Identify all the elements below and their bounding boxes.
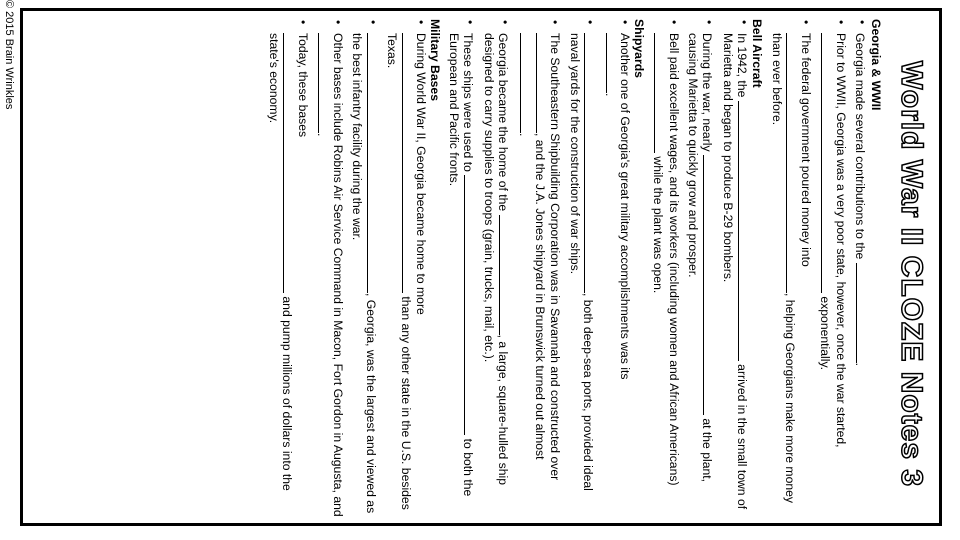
blank-line[interactable] — [464, 175, 476, 435]
blank-line[interactable] — [738, 101, 750, 361]
blank-line[interactable] — [402, 33, 414, 293]
list-item: • The Southeastern Shipbuilding Corporation was in Savannah and constructed over , and the J.A. Jones shipyard in Brunswick turned out almost . — [517, 33, 562, 519]
list-item: • Bell paid excellent wages, and its workers (including women and African Americans) while the plant was open. — [651, 33, 680, 519]
section-georgia — [770, 19, 883, 519]
blank-line[interactable] — [284, 33, 296, 293]
list-item: • Georgia made several contributions to the . — [853, 33, 869, 519]
section-heading: Military Bases — [428, 19, 442, 101]
blank-line[interactable] — [606, 33, 618, 93]
blank-line[interactable] — [857, 263, 869, 363]
list-item: • , Georgia, was the largest and viewed as the best infantry facility during the war. — [350, 33, 379, 519]
list-item: • During World War II, Georgia became home to more than any other state in the U.S. besides Texas. — [385, 33, 428, 519]
blank-line[interactable] — [703, 155, 715, 415]
blank-line[interactable] — [521, 33, 533, 133]
copyright-text: © 2015 Brain Wrinkles — [3, 0, 15, 110]
blank-line[interactable] — [499, 215, 511, 335]
section-heading: Bell Aircraft — [750, 19, 765, 88]
list-item: • Other bases include Robins Air Service Command in Macon, Fort Gordon in Augusta, and . — [315, 33, 344, 519]
section-heading: Shipyards — [632, 19, 646, 78]
blank-line[interactable] — [536, 33, 548, 133]
blank-line[interactable] — [655, 33, 667, 153]
blank-line[interactable] — [787, 33, 799, 293]
list-item: • These ships were used to to both the European and Pacific fronts. — [447, 33, 476, 519]
blank-line[interactable] — [319, 33, 331, 133]
worksheet-page — [23, 11, 940, 523]
blank-line[interactable] — [822, 33, 834, 293]
copyright-notice — [1, 0, 15, 540]
list-item: • In 1942, the arrived in the small town of Marietta and began to produce B-29 bombers. — [721, 33, 750, 519]
list-item: • During the war, nearly at the plant, causing Marietta to quickly grow and prosper. — [686, 33, 715, 519]
blank-line[interactable] — [367, 33, 379, 293]
list-item: • , both deep-sea ports, provided ideal naval yards for the construction of war ships. — [568, 33, 597, 519]
list-item: • Another one of Georgia's great military accomplishments was its . — [603, 33, 632, 519]
notes-body — [261, 19, 883, 519]
section-bell-aircraft — [651, 19, 764, 519]
section-military-bases — [267, 19, 442, 519]
section-shipyards — [447, 19, 645, 519]
list-item: • Georgia became the home of the , a large, square-hulled ship designed to carry supplies to troops (grain, trucks, mail, etc.). — [482, 33, 511, 519]
blank-line[interactable] — [585, 33, 597, 293]
list-item: • The federal government poured money into , helping Georgians make more money than ever before. — [770, 33, 813, 519]
section-heading: Georgia & WWII — [869, 19, 883, 111]
worksheet-frame — [20, 8, 942, 526]
page-title: World War II CLOZE Notes 3 — [895, 61, 928, 488]
list-item: • Prior to WWII, Georgia was a very poor state, however, once the war started, exponentially. — [818, 33, 847, 519]
list-item: • Today, these bases and pump millions of dollars into the state's economy. — [267, 33, 310, 519]
